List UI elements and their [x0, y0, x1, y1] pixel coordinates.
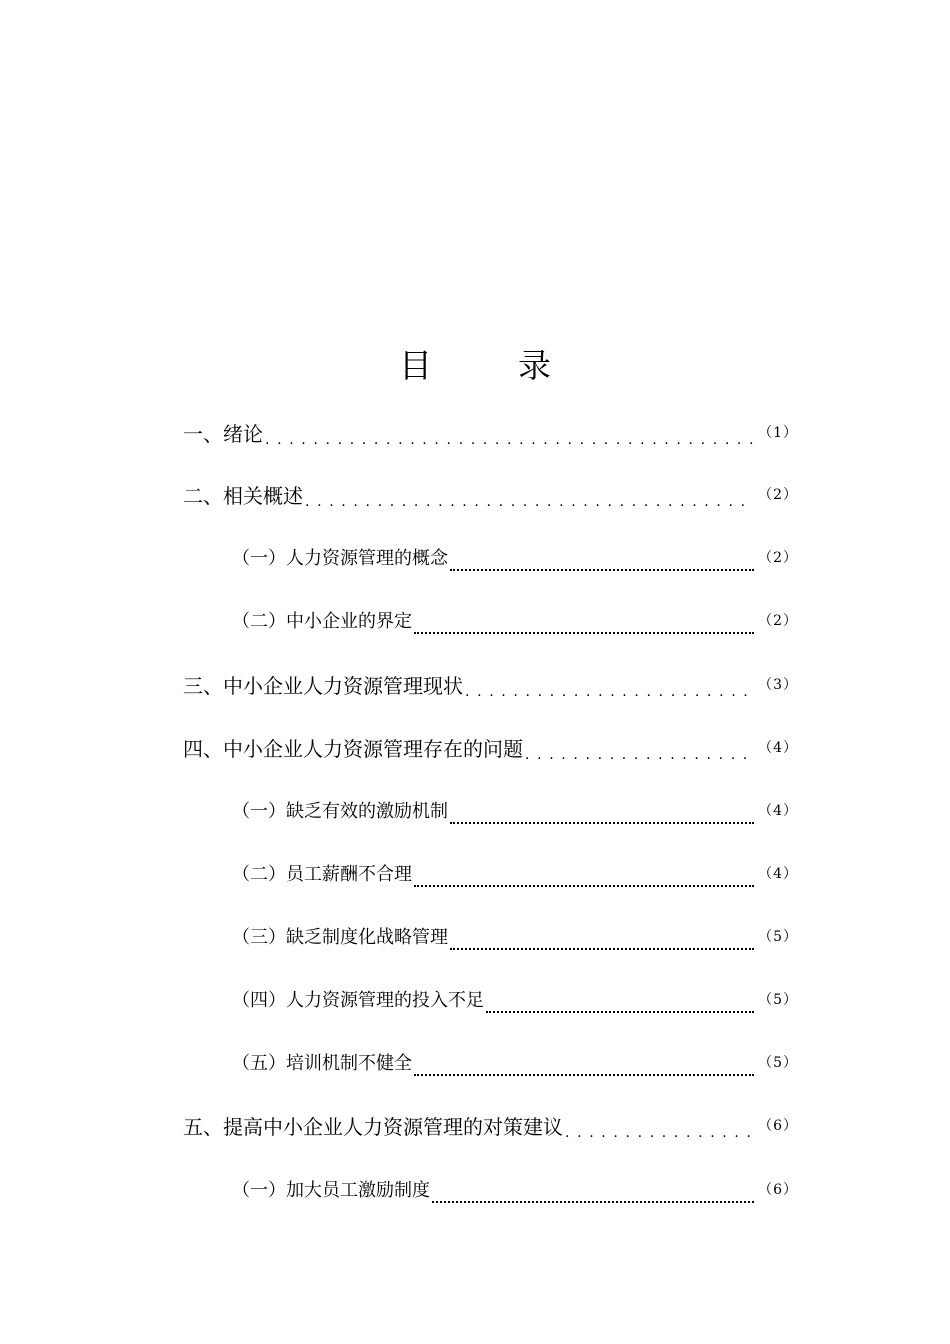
toc-entry-text: （五）培训机制不健全: [232, 1053, 412, 1074]
toc-leader-dots: [486, 997, 754, 1017]
toc-leader-dots: [525, 741, 754, 765]
toc-subentry[interactable]: [232, 792, 798, 828]
toc-entry-text: （四）人力资源管理的投入不足: [232, 990, 484, 1011]
toc-subentry[interactable]: [232, 1171, 798, 1207]
toc-leader-dots: [465, 678, 754, 702]
toc-subentry[interactable]: [232, 602, 798, 638]
toc-entry-text: （三）缺乏制度化战略管理: [232, 927, 448, 948]
toc-entry-page: （2）: [758, 487, 798, 503]
toc-entry-page: （4）: [758, 803, 798, 819]
toc-entry-page: （2）: [758, 550, 798, 566]
toc-leader-dots: [305, 488, 754, 512]
toc-entry[interactable]: [183, 414, 798, 450]
toc-entry-page: （6）: [758, 1182, 798, 1198]
toc-leader-dots: [450, 555, 754, 575]
toc-entry-page: （5）: [758, 1055, 798, 1071]
toc-leader-dots: [432, 1187, 754, 1207]
toc-entry[interactable]: [183, 476, 798, 512]
toc-entry-text: （一）缺乏有效的激励机制: [232, 801, 448, 822]
toc-entry-page: （5）: [758, 929, 798, 945]
toc-leader-dots: [265, 426, 754, 450]
toc-entry-page: （4）: [758, 740, 798, 756]
toc-entry[interactable]: [183, 1107, 798, 1143]
toc-subentry[interactable]: [232, 1044, 798, 1080]
toc-heading: [0, 338, 950, 388]
toc-entry-page: （5）: [758, 992, 798, 1008]
toc-entry-text: （一）人力资源管理的概念: [232, 548, 448, 569]
toc-subentry[interactable]: [232, 918, 798, 954]
toc-entry-page: （6）: [758, 1118, 798, 1134]
toc-entry-text: （一）加大员工激励制度: [232, 1180, 430, 1201]
toc-entry-text: （二）员工薪酬不合理: [232, 864, 412, 885]
toc-subentry[interactable]: [232, 539, 798, 575]
toc-entry-text: 一、绪论: [183, 421, 263, 446]
toc-entry[interactable]: [183, 729, 798, 765]
toc-entry-text: 四、中小企业人力资源管理存在的问题: [183, 736, 523, 761]
toc-heading-char-1: 目: [399, 345, 432, 385]
toc-leader-dots: [414, 871, 754, 891]
toc-entry[interactable]: [183, 666, 798, 702]
toc-entry-page: （1）: [758, 425, 798, 441]
toc-leader-dots: [414, 1060, 754, 1080]
toc-entry-text: 二、相关概述: [183, 483, 303, 508]
toc-subentry[interactable]: [232, 855, 798, 891]
toc-entry-text: 三、中小企业人力资源管理现状: [183, 673, 463, 698]
toc-entry-page: （2）: [758, 613, 798, 629]
toc-leader-dots: [414, 618, 754, 638]
toc-entry-text: （二）中小企业的界定: [232, 611, 412, 632]
toc-heading-char-2: 录: [518, 345, 551, 385]
toc-entry-text: 五、提高中小企业人力资源管理的对策建议: [183, 1114, 563, 1139]
toc-leader-dots: [450, 808, 754, 828]
toc-entry-page: （3）: [758, 677, 798, 693]
toc-entry-page: （4）: [758, 866, 798, 882]
toc-leader-dots: [450, 934, 754, 954]
toc-leader-dots: [565, 1119, 754, 1143]
toc-subentry[interactable]: [232, 981, 798, 1017]
